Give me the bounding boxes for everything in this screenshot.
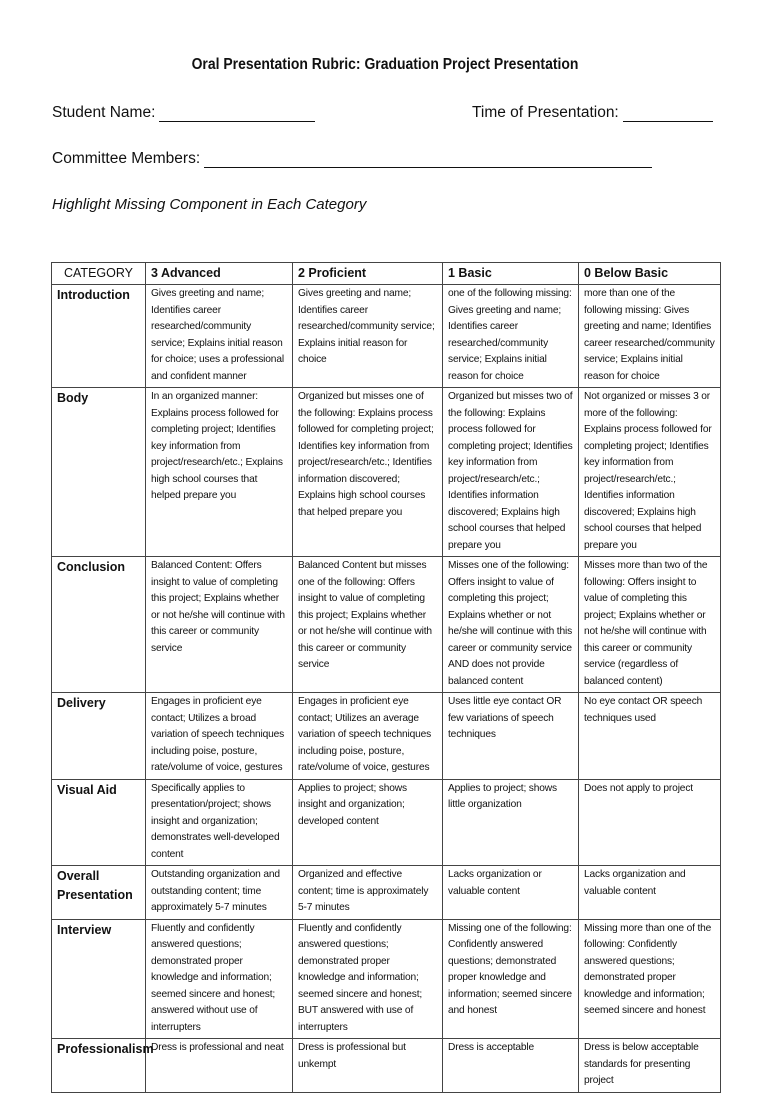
criteria-cell-advanced[interactable]: Fluently and confidently answered questions; demonstrated proper knowledge and information; seemed sincere and honest; answered without use of interrupters	[146, 919, 293, 1039]
header-proficient: 2 Proficient	[293, 263, 443, 285]
criteria-cell-advanced[interactable]: Specifically applies to presentation/project; shows insight and organization; demonstrates well-developed content	[146, 779, 293, 866]
table-row	[52, 557, 721, 693]
time-of-presentation-label: Time of Presentation:	[472, 104, 619, 121]
category-cell: Body	[52, 388, 146, 557]
criteria-cell-basic[interactable]: Applies to project; shows little organization	[443, 779, 579, 866]
header-basic: 1 Basic	[443, 263, 579, 285]
criteria-cell-proficient[interactable]: Engages in proficient eye contact; Utilizes an average variation of speech techniques including poise, posture, rate/volume of voice, gestures	[293, 693, 443, 780]
criteria-cell-basic[interactable]: Dress is acceptable	[443, 1039, 579, 1093]
category-cell: Visual Aid	[52, 779, 146, 866]
category-cell: Conclusion	[52, 557, 146, 693]
criteria-cell-below-basic[interactable]: No eye contact OR speech techniques used	[579, 693, 721, 780]
criteria-cell-advanced[interactable]: Gives greeting and name; Identifies career researched/community service; Explains initial reason for choice; uses a professional and confident manner	[146, 285, 293, 388]
category-cell: Professionalism	[52, 1039, 146, 1093]
header-advanced: 3 Advanced	[146, 263, 293, 285]
criteria-cell-advanced[interactable]: Balanced Content: Offers insight to value of completing this project; Explains whether or not he/she will continue with this career or community service	[146, 557, 293, 693]
criteria-cell-below-basic[interactable]: more than one of the following missing: Gives greeting and name; Identifies career researched/community service; Explains initial reason for choice	[579, 285, 721, 388]
table-row	[52, 285, 721, 388]
criteria-cell-advanced[interactable]: In an organized manner: Explains process followed for completing project; Identifies key information from project/research/etc.; Explains high school courses that helped prepare you	[146, 388, 293, 557]
table-row	[52, 1039, 721, 1093]
criteria-cell-below-basic[interactable]: Not organized or misses 3 or more of the following: Explains process followed for completing project; Identifies key information from project/research/etc.; Identifies information discovered; Explains high school courses that helped prepare you	[579, 388, 721, 557]
criteria-cell-below-basic[interactable]: Does not apply to project	[579, 779, 721, 866]
criteria-cell-basic[interactable]: one of the following missing: Gives greeting and name; Identifies career researched/community service; Explains initial reason for choice	[443, 285, 579, 388]
criteria-cell-advanced[interactable]: Engages in proficient eye contact; Utilizes a broad variation of speech techniques including poise, posture, rate/volume of voice, gestures	[146, 693, 293, 780]
student-name-line[interactable]	[159, 105, 315, 122]
criteria-cell-proficient[interactable]: Applies to project; shows insight and organization; developed content	[293, 779, 443, 866]
category-cell: Delivery	[52, 693, 146, 780]
criteria-cell-below-basic[interactable]: Dress is below acceptable standards for presenting project	[579, 1039, 721, 1093]
criteria-cell-proficient[interactable]: Fluently and confidently answered questions; demonstrated proper knowledge and information; seemed sincere and honest; BUT answered with use of interrupters	[293, 919, 443, 1039]
rubric-header-row	[52, 263, 721, 285]
criteria-cell-basic[interactable]: Missing one of the following: Confidently answered questions; demonstrated proper knowledge and information; seemed sincere and honest	[443, 919, 579, 1039]
time-of-presentation-field	[472, 104, 713, 122]
criteria-cell-advanced[interactable]: Dress is professional and neat	[146, 1039, 293, 1093]
header-below-basic: 0 Below Basic	[579, 263, 721, 285]
committee-members-field	[52, 150, 652, 168]
criteria-cell-basic[interactable]: Misses one of the following: Offers insight to value of completing this project; Explains whether or not he/she will continue with this career or community service AND does not provide balanced content	[443, 557, 579, 693]
criteria-cell-below-basic[interactable]: Missing more than one of the following: Confidently answered questions; demonstrated proper knowledge and information; seemed sincere and honest	[579, 919, 721, 1039]
criteria-cell-below-basic[interactable]: Lacks organization and valuable content	[579, 866, 721, 920]
time-of-presentation-line[interactable]	[623, 105, 713, 122]
category-cell: Introduction	[52, 285, 146, 388]
criteria-cell-proficient[interactable]: Gives greeting and name; Identifies career researched/community service; Explains initial reason for choice	[293, 285, 443, 388]
criteria-cell-proficient[interactable]: Dress is professional but unkempt	[293, 1039, 443, 1093]
committee-members-label: Committee Members:	[52, 150, 201, 167]
student-name-label: Student Name:	[52, 104, 156, 121]
category-cell: Interview	[52, 919, 146, 1039]
criteria-cell-basic[interactable]: Uses little eye contact OR few variations of speech techniques	[443, 693, 579, 780]
category-cell: Overall Presentation	[52, 866, 146, 920]
header-category: CATEGORY	[52, 263, 146, 285]
criteria-cell-advanced[interactable]: Outstanding organization and outstanding content; time approximately 5-7 minutes	[146, 866, 293, 920]
rubric-body	[52, 285, 721, 1093]
table-row	[52, 693, 721, 780]
criteria-cell-below-basic[interactable]: Misses more than two of the following: Offers insight to value of completing this project; Explains whether or not he/she will continue with this career or community service (regardless of balanced content)	[579, 557, 721, 693]
rubric-table	[51, 262, 721, 1093]
criteria-cell-basic[interactable]: Organized but misses two of the following: Explains process followed for completing project; Identifies key information from project/research/etc.; Identifies information discovered; Explains high school courses that helped prepare you	[443, 388, 579, 557]
student-name-field	[52, 104, 315, 122]
instruction-text: Highlight Missing Component in Each Category	[52, 196, 367, 213]
table-row	[52, 388, 721, 557]
table-row	[52, 866, 721, 920]
committee-members-line[interactable]	[204, 151, 652, 168]
criteria-cell-proficient[interactable]: Organized and effective content; time is approximately 5-7 minutes	[293, 866, 443, 920]
table-row	[52, 779, 721, 866]
table-row	[52, 919, 721, 1039]
page-title: Oral Presentation Rubric: Graduation Project Presentation	[191, 56, 579, 73]
criteria-cell-basic[interactable]: Lacks organization or valuable content	[443, 866, 579, 920]
criteria-cell-proficient[interactable]: Balanced Content but misses one of the following: Offers insight to value of completing this project; Explains whether or not he/she will continue with this career or community service	[293, 557, 443, 693]
criteria-cell-proficient[interactable]: Organized but misses one of the following: Explains process followed for completing project; Identifies key information from project/research/etc.; Identifies information discovered; Explains high school courses that helped prepare you	[293, 388, 443, 557]
